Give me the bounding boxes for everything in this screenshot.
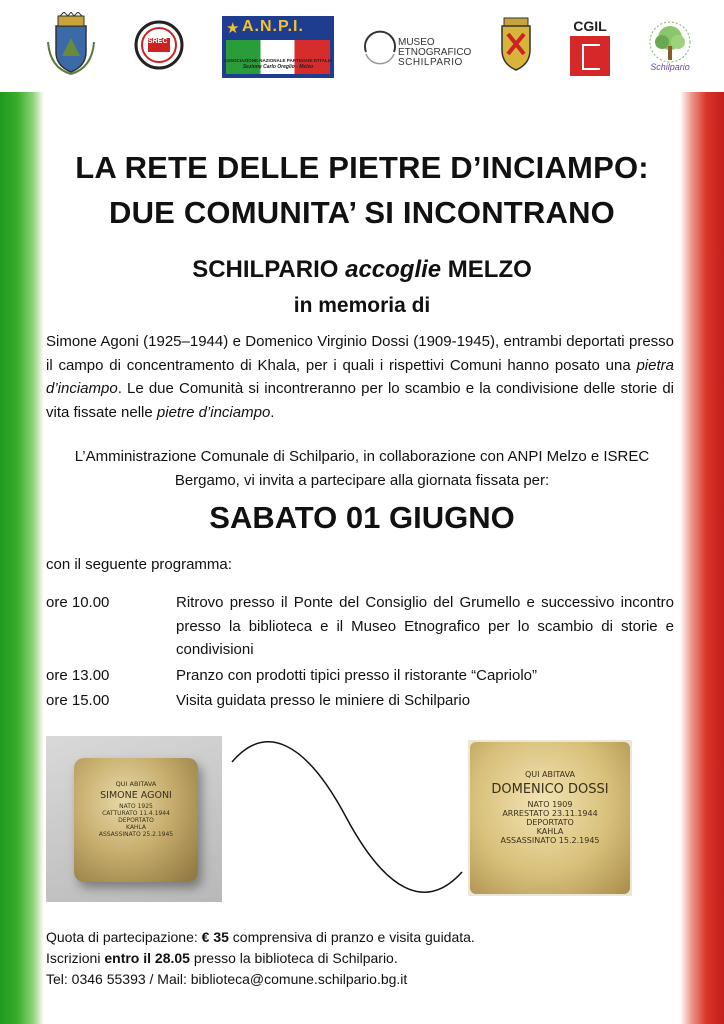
sine-wave-connector (226, 732, 466, 902)
coat-of-arms-icon (44, 12, 98, 76)
program-row (46, 664, 674, 688)
program-desc: Pranzo con prodotti tipici presso il ristorante “Capriolo” (176, 667, 537, 684)
anpi-logo: ★ A.N.P.I. (222, 16, 334, 78)
italian-flag-green-band (0, 92, 44, 1024)
program-time: ore 15.00 (46, 692, 110, 709)
intro-paragraph: Simone Agoni (1925–1944) e Domenico Virginio Dossi (1909-1945), entrambi deportati presso il campo di concentramento di Khala, per i quali i rispettivi Comuni hanno posato una pietra d’inciampo. Le due Comunità si incontreranno per lo scambio e la condivisione delle storie di vita fissate nelle pietre d’inciampo. (46, 333, 674, 421)
anpi-text: A.N.P.I. (242, 18, 304, 35)
footer-contact: Tel: 0346 55393 / Mail: biblioteca@comune.schilpario.bg.it (46, 971, 408, 987)
isrec-logo-icon (134, 20, 184, 70)
italian-flag-red-band (680, 92, 724, 1024)
museo-logo-icon (360, 30, 400, 70)
program-time: ore 13.00 (46, 667, 110, 684)
isrec-text: ISREC (146, 38, 168, 45)
anpi-caption: ASSOCIAZIONE NAZIONALE PARTIGIANI D'ITALIA Sezione Carlo Oreglio - Melzo (223, 58, 333, 70)
event-date: SABATO 01 GIUGNO (209, 500, 515, 535)
program-row (46, 689, 674, 713)
footer-quota: Quota di partecipazione: € 35 comprensiva di pranzo e visita guidata. (46, 929, 475, 945)
stone-photo-agoni: QUI ABITAVA SIMONE AGONI NATO 1925 CATTURATO 11.4.1944 DEPORTATO KAHLA ASSASSINATO 25.2.1945 (46, 736, 222, 902)
program-row (46, 591, 674, 663)
cgil-text: CGIL (573, 18, 607, 34)
invite-paragraph: L’Amministrazione Comunale di Schilpario, in collaborazione con ANPI Melzo e ISREC Bergamo, vi invita a partecipare alla giornata fissata per: (74, 448, 650, 489)
cgil-logo-icon (570, 36, 610, 76)
program-time: ore 10.00 (46, 594, 110, 611)
footer-iscrizioni: Iscrizioni entro il 28.05 presso la biblioteca di Schilpario. (46, 950, 398, 966)
schilpario-logo-text: Schilpario (650, 62, 690, 72)
program-desc: Visita guidata presso le miniere di Schilpario (176, 692, 471, 709)
program-desc: Ritrovo presso il Ponte del Consiglio del Grumello e successivo incontro presso la biblioteca e il Museo Etnografico per lo scambio di storie e condivisioni (176, 594, 674, 658)
program-intro: con il seguente programma: (46, 556, 232, 573)
in-memoria-heading: in memoria di (293, 294, 431, 317)
stone-photo-dossi: QUI ABITAVA DOMENICO DOSSI NATO 1909 ARRESTATO 23.11.1944 DEPORTATO KAHLA ASSASSINATO 15.2.1945 (468, 740, 632, 896)
museo-text: MUSEO ETNOGRAFICO SCHILPARIO (398, 37, 472, 68)
title-line-1: LA RETE DELLE PIETRE D’INCIAMPO: (75, 150, 649, 185)
logo-row (0, 0, 724, 92)
subtitle: SCHILPARIO accoglie MELZO (192, 256, 532, 283)
coat-of-arms-melzo-icon (496, 16, 536, 74)
title-line-2: DUE COMUNITA’ SI INCONTRANO (108, 195, 615, 230)
